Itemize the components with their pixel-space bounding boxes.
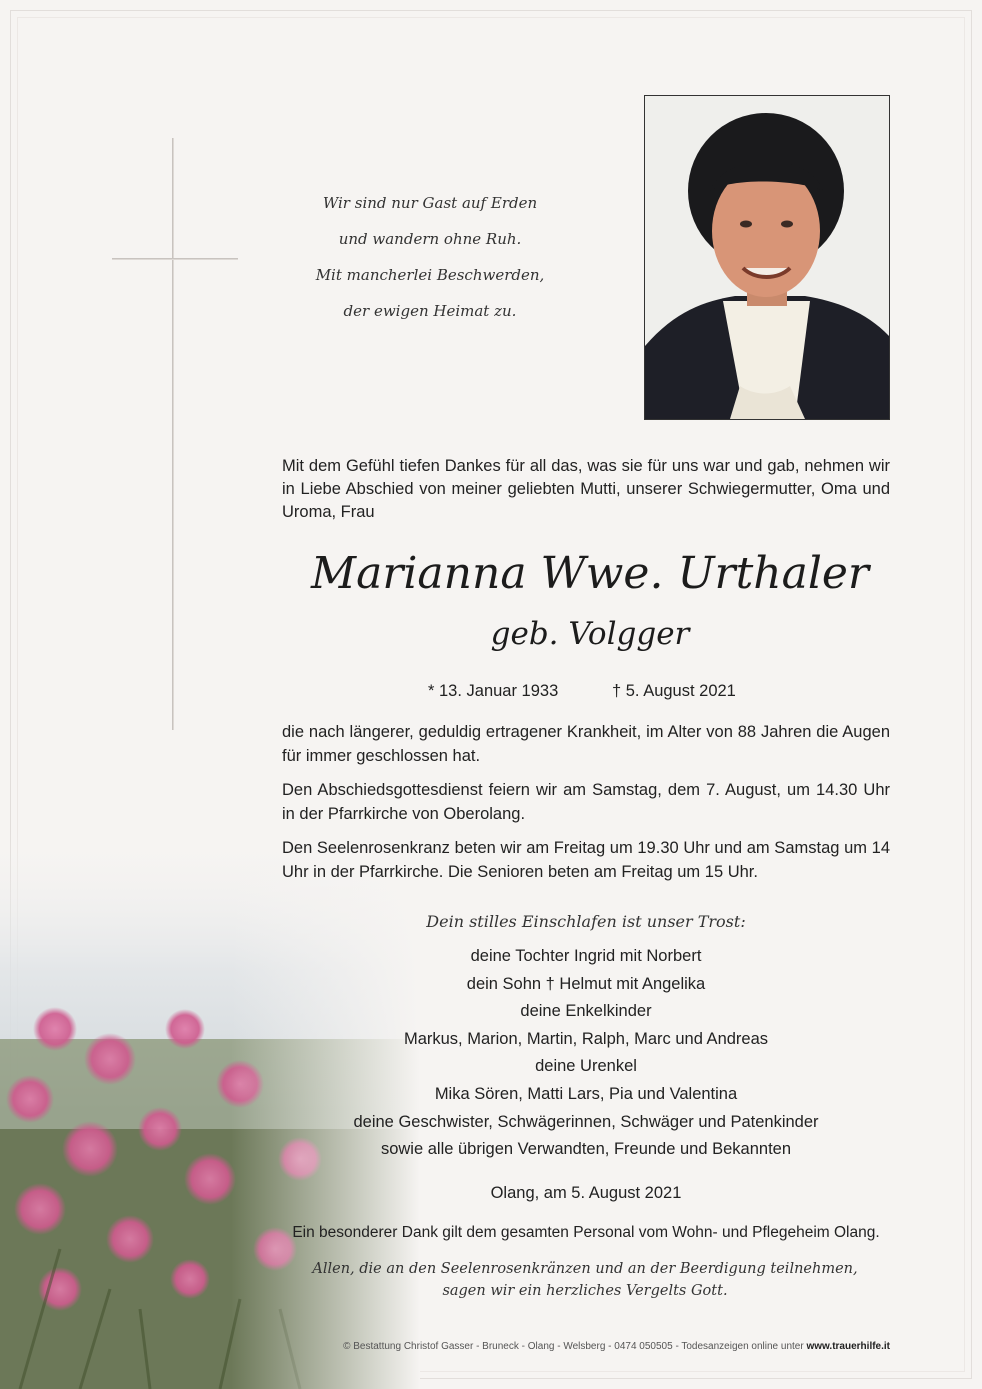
portrait-photo <box>644 95 890 420</box>
list-item: Mika Sören, Matti Lars, Pia und Valentina <box>434 1084 738 1103</box>
footer <box>282 1341 890 1352</box>
paragraph-rosary: Den Seelenrosenkranz beten wir am Freitag um 19.30 Uhr und am Samstag um 14 Uhr in der Pfarrkirche. Die Senioren beten am Freitag um 15 Uhr. <box>282 839 890 881</box>
list-item: deine Tochter Ingrid mit Norbert <box>470 947 702 965</box>
intro-text: Mit dem Gefühl tiefen Dankes für all das, was sie für uns war und gab, nehmen wir in Liebe Abschied von meiner geliebten Mutti, unserer Schwiegermutter, Oma und Uroma, Frau <box>282 457 890 521</box>
thanks-italic <box>270 1258 900 1302</box>
portrait-image <box>645 96 889 419</box>
deceased-name: Marianna Wwe. Urthaler <box>311 548 869 599</box>
birth-date: * 13. Januar 1933 <box>428 682 559 700</box>
cross-vertical-bar <box>172 138 174 730</box>
poem-line: Mit mancherlei Beschwerden, <box>315 266 545 284</box>
paragraph-funeral-service: Den Abschiedsgottesdienst feiern wir am Samstag, dem 7. August, um 14.30 Uhr in der Pfarrkirche von Oberolang. <box>282 781 890 823</box>
poem-line: Wir sind nur Gast auf Erden <box>322 194 538 212</box>
poem-line: der ewigen Heimat zu. <box>343 302 517 320</box>
footer-website-link[interactable]: www.trauerhilfe.it <box>806 1341 890 1352</box>
list-item: deine Enkelkinder <box>520 1002 652 1021</box>
list-item: sowie alle übrigen Verwandten, Freunde und Bekannten <box>380 1140 792 1159</box>
cross-horizontal-bar <box>112 258 238 260</box>
place-and-date: Olang, am 5. August 2021 <box>490 1184 682 1202</box>
consolation-line: Dein stilles Einschlafen ist unser Trost: <box>426 912 746 931</box>
thanks-text: Ein besonderer Dank gilt dem gesamten Personal vom Wohn- und Pflegeheim Olang. <box>292 1224 880 1241</box>
poem-line: und wandern ohne Ruh. <box>338 230 522 248</box>
maiden-name: geb. Volgger <box>490 616 690 652</box>
list-item: Markus, Marion, Martin, Ralph, Marc und Andreas <box>403 1029 769 1048</box>
mourners-list <box>282 943 890 1164</box>
death-date: † 5. August 2021 <box>612 682 736 700</box>
list-item: deine Urenkel <box>535 1057 637 1076</box>
paragraph-illness: die nach längerer, geduldig ertragener Krankheit, im Alter von 88 Jahren die Augen für immer geschlossen hat. <box>282 723 890 765</box>
poem <box>280 185 580 329</box>
thanks-italic-line: sagen wir ein herzliches Vergelts Gott. <box>442 1283 728 1299</box>
thanks-italic-line: Allen, die an den Seelenrosenkränzen und an der Beerdigung teilnehmen, <box>312 1261 858 1277</box>
footer-text: © Bestattung Christof Gasser - Bruneck - Olang - Welsberg - 0474 050505 - Todesanzeigen online unter <box>343 1341 804 1352</box>
list-item: deine Geschwister, Schwägerinnen, Schwäger und Patenkinder <box>353 1112 819 1131</box>
list-item: dein Sohn † Helmut mit Angelika <box>466 974 706 993</box>
